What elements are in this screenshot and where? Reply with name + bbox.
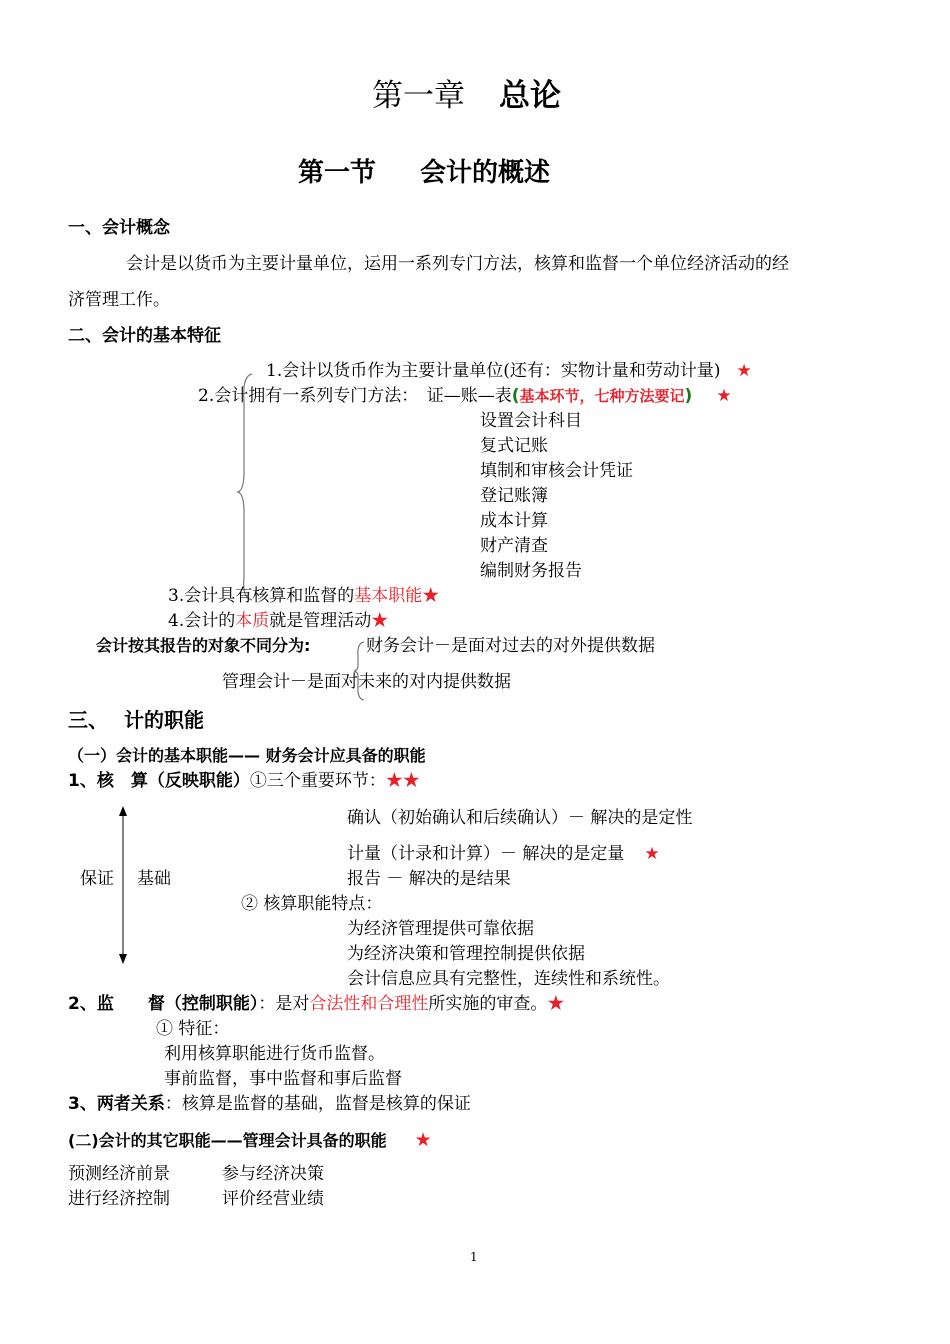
small-brace bbox=[352, 640, 366, 702]
left-brace bbox=[236, 372, 256, 602]
feature-item-3: 3.会计具有核算和监督的基本职能★ bbox=[168, 586, 440, 606]
method-item: 编制财务报告 bbox=[480, 561, 582, 581]
other-function: 预测经济前景 bbox=[68, 1164, 170, 1184]
feature-point: 为经济决策和管理控制提供依据 bbox=[347, 944, 585, 964]
concept-paragraph-line2: 济管理工作。 bbox=[68, 290, 170, 310]
section-title bbox=[298, 158, 550, 189]
star-icon: ★ bbox=[422, 586, 440, 606]
heading-concept: 一、会计概念 bbox=[68, 218, 170, 238]
heading-functions: 三、 计的职能 bbox=[68, 708, 204, 732]
heading-features: 二、会计的基本特征 bbox=[68, 326, 221, 346]
basis-label: 基础 bbox=[137, 869, 171, 889]
method-item: 成本计算 bbox=[480, 511, 548, 531]
accounting-line: 1、核 算（反映职能）①三个重要环节：★★ bbox=[68, 771, 420, 791]
concept-paragraph-line1: 会计是以货币为主要计量单位，运用一系列专门方法，核算和监督一个单位经济活动的经 bbox=[126, 254, 789, 274]
star-icon: ★ bbox=[716, 386, 732, 406]
star-icon: ★ bbox=[736, 361, 752, 381]
step-confirm: 确认（初始确认和后续确认）－ 解决的是定性 bbox=[347, 808, 693, 828]
page-number: 1 bbox=[470, 1250, 478, 1264]
feature-item-2: 2.会计拥有一系列专门方法： 证—账—表(基本环节，七种方法要记) ★ bbox=[198, 386, 732, 406]
star-icon: ★ bbox=[414, 1129, 432, 1151]
feature-head: ② 核算职能特点： bbox=[241, 894, 383, 914]
step-measure: 计量（计录和计算）－ 解决的是定量 ★ bbox=[347, 844, 660, 864]
feature-point: 会计信息应具有完整性，连续性和系统性。 bbox=[347, 969, 670, 989]
chapter-title bbox=[372, 78, 561, 115]
feature-point: 为经济管理提供可靠依据 bbox=[347, 919, 534, 939]
method-item: 复式记账 bbox=[480, 436, 548, 456]
guarantee-label: 保证 bbox=[80, 869, 114, 889]
supervision-feature-head: ① 特征： bbox=[156, 1019, 230, 1039]
feature-item-1: 1.会计以货币作为主要计量单位(还有：实物计量和劳动计量) ★ bbox=[266, 361, 752, 381]
double-arrow bbox=[116, 806, 130, 964]
section-name: 会计的概述 bbox=[420, 158, 551, 188]
classify-financial: 财务会计－是面对过去的对外提供数据 bbox=[366, 636, 655, 656]
subheading-other-functions: (二)会计的其它职能——管理会计具备的职能 ★ bbox=[68, 1129, 432, 1151]
subheading-basic-functions: （一）会计的基本职能—— 财务会计应具备的职能 bbox=[68, 746, 426, 765]
star-icon: ★ bbox=[547, 994, 565, 1014]
method-item: 登记账簿 bbox=[480, 486, 548, 506]
other-function: 评价经营业绩 bbox=[222, 1189, 324, 1209]
other-function: 进行经济控制 bbox=[68, 1189, 170, 1209]
method-item: 财产清查 bbox=[480, 536, 548, 556]
star-icon: ★★ bbox=[385, 771, 420, 791]
chapter-prefix: 第一章 bbox=[372, 78, 465, 114]
star-icon: ★ bbox=[371, 611, 389, 631]
star-icon: ★ bbox=[644, 844, 660, 864]
supervision-feature: 事前监督，事中监督和事后监督 bbox=[164, 1069, 402, 1089]
classify-label: 会计按其报告的对象不同分为: bbox=[96, 636, 311, 655]
relationship-line: 3、两者关系：核算是监督的基础，监督是核算的保证 bbox=[68, 1094, 471, 1114]
supervision-line: 2、监 督（控制职能）：是对合法性和合理性所实施的审查。★ bbox=[68, 994, 565, 1014]
chapter-name: 总论 bbox=[499, 78, 561, 114]
method-item: 填制和审核会计凭证 bbox=[480, 461, 633, 481]
step-report: 报告 － 解决的是结果 bbox=[347, 869, 511, 889]
method-item: 设置会计科目 bbox=[480, 411, 582, 431]
supervision-feature: 利用核算职能进行货币监督。 bbox=[164, 1044, 385, 1064]
classify-management: 管理会计－是面对未来的对内提供数据 bbox=[222, 672, 511, 692]
other-function: 参与经济决策 bbox=[222, 1164, 324, 1184]
section-prefix: 第一节 bbox=[298, 158, 377, 188]
feature-item-4: 4.会计的本质就是管理活动★ bbox=[168, 611, 389, 631]
methods-note: 基本环节，七种方法要记 bbox=[519, 387, 685, 405]
